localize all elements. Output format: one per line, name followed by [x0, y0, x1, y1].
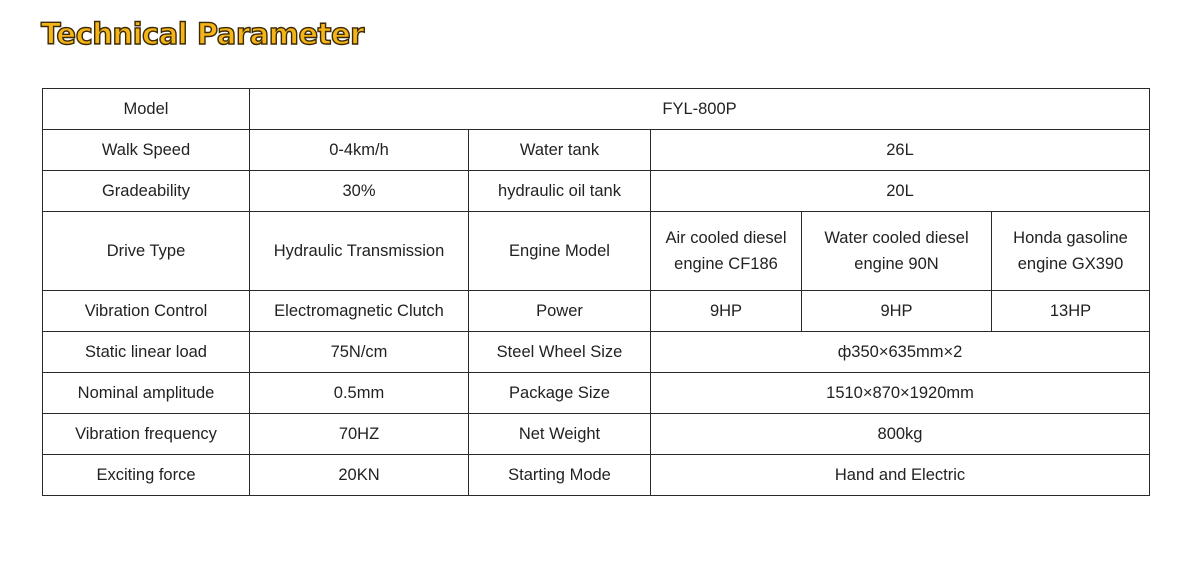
table-row-drive-type	[43, 212, 1150, 291]
water-tank-label: Water tank	[469, 130, 651, 171]
table-row-vibration-control	[43, 291, 1150, 332]
steel-wheel-size-label: Steel Wheel Size	[469, 332, 651, 373]
vibration-frequency-value: 70HZ	[250, 414, 469, 455]
table-row-walk-speed	[43, 130, 1150, 171]
table-row-gradeability	[43, 171, 1150, 212]
exciting-force-value: 20KN	[250, 455, 469, 496]
power-label: Power	[469, 291, 651, 332]
power-value-2: 9HP	[802, 291, 992, 332]
vibration-frequency-label: Vibration frequency	[43, 414, 250, 455]
gradeability-label: Gradeability	[43, 171, 250, 212]
table-row-nominal-amplitude	[43, 373, 1150, 414]
engine-model-option-2	[802, 212, 992, 291]
table-row-vibration-frequency	[43, 414, 1150, 455]
vibration-control-label: Vibration Control	[43, 291, 250, 332]
static-linear-load-value: 75N/cm	[250, 332, 469, 373]
drive-type-value: Hydraulic Transmission	[250, 212, 469, 291]
water-tank-value: 26L	[651, 130, 1150, 171]
table-row-model	[43, 89, 1150, 130]
engine-model-option-3-line1: Honda gasoline	[1013, 229, 1128, 247]
engine-model-option-1	[651, 212, 802, 291]
page-title: Technical Parameter	[41, 17, 364, 51]
static-linear-load-label: Static linear load	[43, 332, 250, 373]
starting-mode-label: Starting Mode	[469, 455, 651, 496]
hydraulic-oil-tank-label: hydraulic oil tank	[469, 171, 651, 212]
engine-model-option-1-line1: Air cooled diesel	[665, 229, 787, 247]
starting-mode-value: Hand and Electric	[651, 455, 1150, 496]
net-weight-value: 800kg	[651, 414, 1150, 455]
walk-speed-value: 0-4km/h	[250, 130, 469, 171]
model-label: Model	[43, 89, 250, 130]
engine-model-option-2-line2: engine 90N	[854, 255, 939, 273]
table-row-exciting-force	[43, 455, 1150, 496]
vibration-control-value: Electromagnetic Clutch	[250, 291, 469, 332]
table-row-static-linear-load	[43, 332, 1150, 373]
nominal-amplitude-label: Nominal amplitude	[43, 373, 250, 414]
engine-model-option-3	[992, 212, 1150, 291]
power-value-1: 9HP	[651, 291, 802, 332]
engine-model-option-1-line2: engine CF186	[674, 255, 778, 273]
walk-speed-label: Walk Speed	[43, 130, 250, 171]
engine-model-option-2-line1: Water cooled diesel	[824, 229, 969, 247]
net-weight-label: Net Weight	[469, 414, 651, 455]
engine-model-option-3-line2: engine GX390	[1017, 255, 1124, 273]
nominal-amplitude-value: 0.5mm	[250, 373, 469, 414]
steel-wheel-size-value: ф350×635mm×2	[651, 332, 1150, 373]
package-size-value: 1510×870×1920mm	[651, 373, 1150, 414]
exciting-force-label: Exciting force	[43, 455, 250, 496]
engine-model-label: Engine Model	[469, 212, 651, 291]
power-value-3: 13HP	[992, 291, 1150, 332]
drive-type-label: Drive Type	[43, 212, 250, 291]
model-value: FYL-800P	[250, 89, 1150, 130]
hydraulic-oil-tank-value: 20L	[651, 171, 1150, 212]
technical-parameter-table	[42, 88, 1150, 496]
gradeability-value: 30%	[250, 171, 469, 212]
package-size-label: Package Size	[469, 373, 651, 414]
